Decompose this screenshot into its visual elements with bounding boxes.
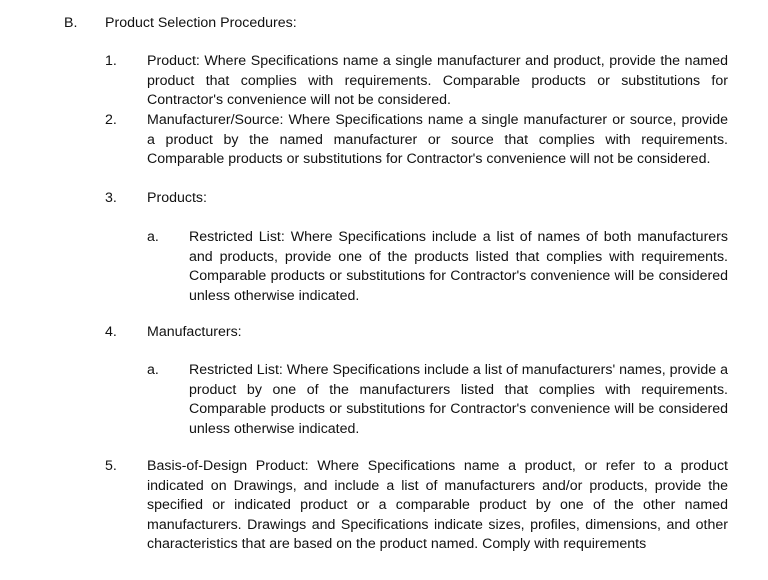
item-text: Manufacturers:: [147, 324, 242, 340]
sub-item-text: Restricted List: Where Specifications include a list of manufacturers' names, provide a product by one of the manufacturers listed that complies with requirements. Comparable products or substitutions for Contractor's convenience will be considered unless otherwise indicated.: [189, 362, 728, 437]
item-text: Manufacturer/Source: Where Specifications name a single manufacturer or source, provide a product by the named manufacturer or source that complies with requirements. Comparable products or substitutions for Contractor's convenience will not be considered.: [147, 112, 728, 167]
list-item-3: [105, 189, 728, 209]
item-text: Product: Where Specifications name a single manufacturer and product, provide the named product that complies with requirements. Comparable products or substitutions for Contractor's convenience will not be considered.: [147, 53, 728, 108]
item-number: 1.: [105, 53, 117, 69]
item-text: Products:: [147, 190, 207, 206]
section-title: Product Selection Procedures:: [105, 15, 297, 31]
sub-item-4a: [147, 361, 728, 439]
list-item-1: [105, 52, 728, 111]
list-item-2: [105, 111, 728, 170]
item-number: 5.: [105, 458, 117, 474]
section-number: B.: [64, 15, 78, 31]
sub-item-3a: [147, 228, 728, 306]
item-text: Basis-of-Design Product: Where Specifications name a product, or refer to a product indicated on Drawings, and include a list of manufacturers and/or products, provide the specified or indicated product or a comparable product by one of the other named manufacturers. Drawings and Specifications indicate sizes, profiles, dimensions, and other characteristics that are based on the product named. Comply with requirements: [147, 458, 728, 552]
item-number: 3.: [105, 190, 117, 206]
item-number: 4.: [105, 324, 117, 340]
list-item-4: [105, 323, 728, 343]
list-item-5: [105, 457, 728, 555]
sub-item-letter: a.: [147, 362, 159, 378]
item-number: 2.: [105, 112, 117, 128]
sub-item-letter: a.: [147, 229, 159, 245]
sub-item-text: Restricted List: Where Specifications include a list of names of both manufacturers and products, provide one of the products listed that complies with requirements. Comparable products or substitutions for Contractor's convenience will be considered unless otherwise indicated.: [189, 229, 728, 304]
